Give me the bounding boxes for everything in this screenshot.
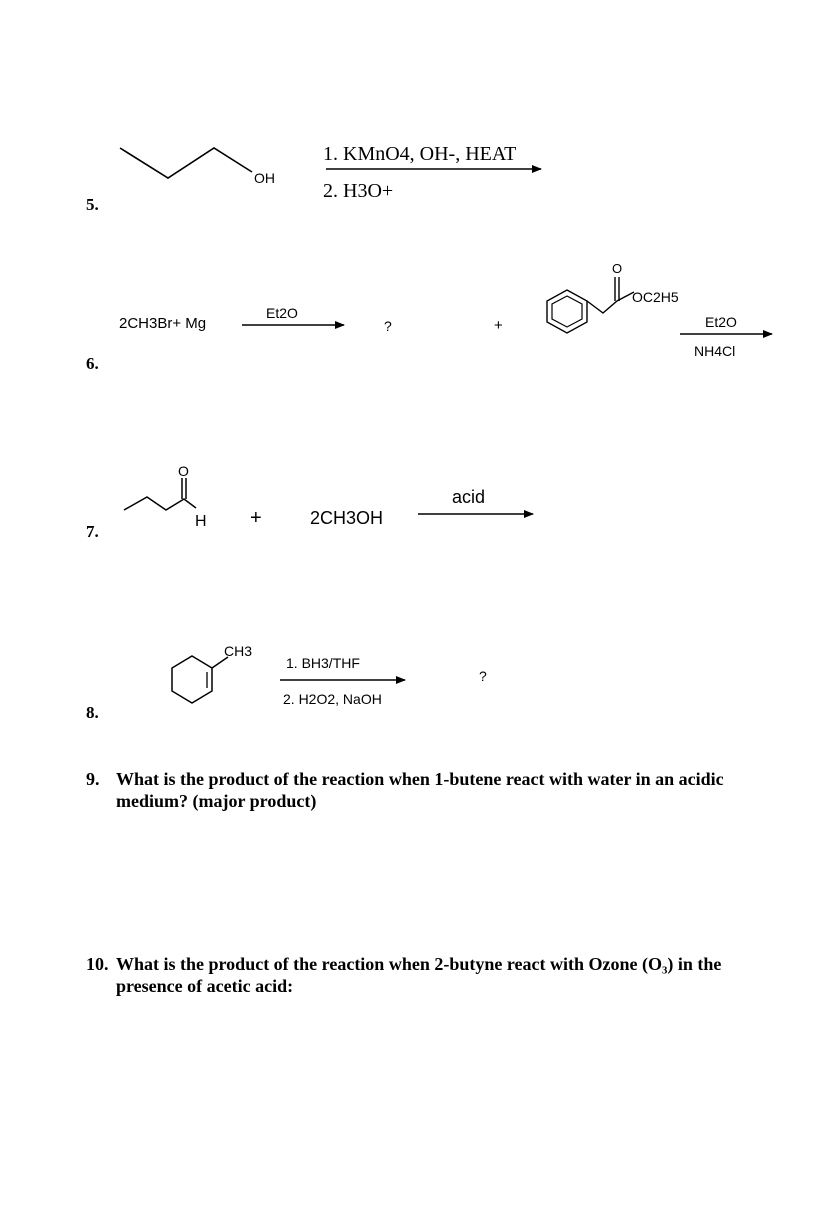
cyclohexene-ring — [172, 656, 212, 703]
problem-8-reagent-2: 2. H2O2, NaOH — [283, 691, 382, 707]
problem-5-reagent-1: 1. KMnO4, OH-, HEAT — [323, 143, 517, 165]
problem-5-reaction — [120, 143, 541, 202]
problem-5-reagent-2: 2. H3O+ — [323, 180, 394, 202]
benzene-inner-ring — [552, 296, 582, 327]
methyl-label: CH3 — [224, 643, 253, 659]
problem-7-number: 7. — [86, 522, 99, 541]
ethoxy-label: OC2H5 — [632, 289, 679, 305]
problem-6-plus: + — [494, 317, 503, 334]
question-9-number: 9. — [86, 769, 100, 789]
intermediate-unknown: ? — [384, 318, 392, 334]
question-10-number: 10. — [86, 954, 109, 974]
question-9-text: What is the product of the reaction when 1-butene react with water in an acidic medium? (major product) — [116, 769, 724, 811]
grignard-reactants: 2CH3Br+ Mg — [119, 315, 207, 332]
problem-8-reagent-1: 1. BH3/THF — [286, 655, 360, 671]
aldehyde-oxygen: O — [178, 463, 189, 479]
problem-7-plus: + — [250, 507, 262, 529]
problem-8-number: 8. — [86, 703, 99, 722]
propanal-skeleton — [124, 497, 196, 510]
methanol-reactant: 2CH3OH — [310, 508, 384, 528]
problem-8-product-unknown: ? — [479, 668, 487, 684]
problem-7-reaction — [124, 463, 533, 530]
question-9 — [86, 768, 776, 812]
aldehyde-hydrogen: H — [195, 513, 207, 530]
problem-6-number: 6. — [86, 354, 99, 373]
problem-7-reagent: acid — [452, 487, 486, 507]
carbonyl-oxygen: O — [612, 261, 623, 276]
problem-6-reaction — [119, 261, 772, 359]
problem-6-solvent: Et2O — [266, 305, 298, 321]
problem-6-reagent-2: NH4Cl — [694, 343, 736, 359]
question-10 — [86, 953, 776, 997]
hydroxyl-label: OH — [254, 170, 275, 186]
problem-6-reagent-1: Et2O — [705, 314, 737, 330]
ester-chain — [587, 292, 634, 313]
problem-5-number: 5. — [86, 195, 99, 214]
problem-8-reaction — [172, 643, 487, 707]
butanol-skeleton — [120, 148, 252, 178]
question-10-text: What is the product of the reaction when 2-butyne react with Ozone (O₃) in the presence of acetic acid: — [116, 954, 722, 996]
